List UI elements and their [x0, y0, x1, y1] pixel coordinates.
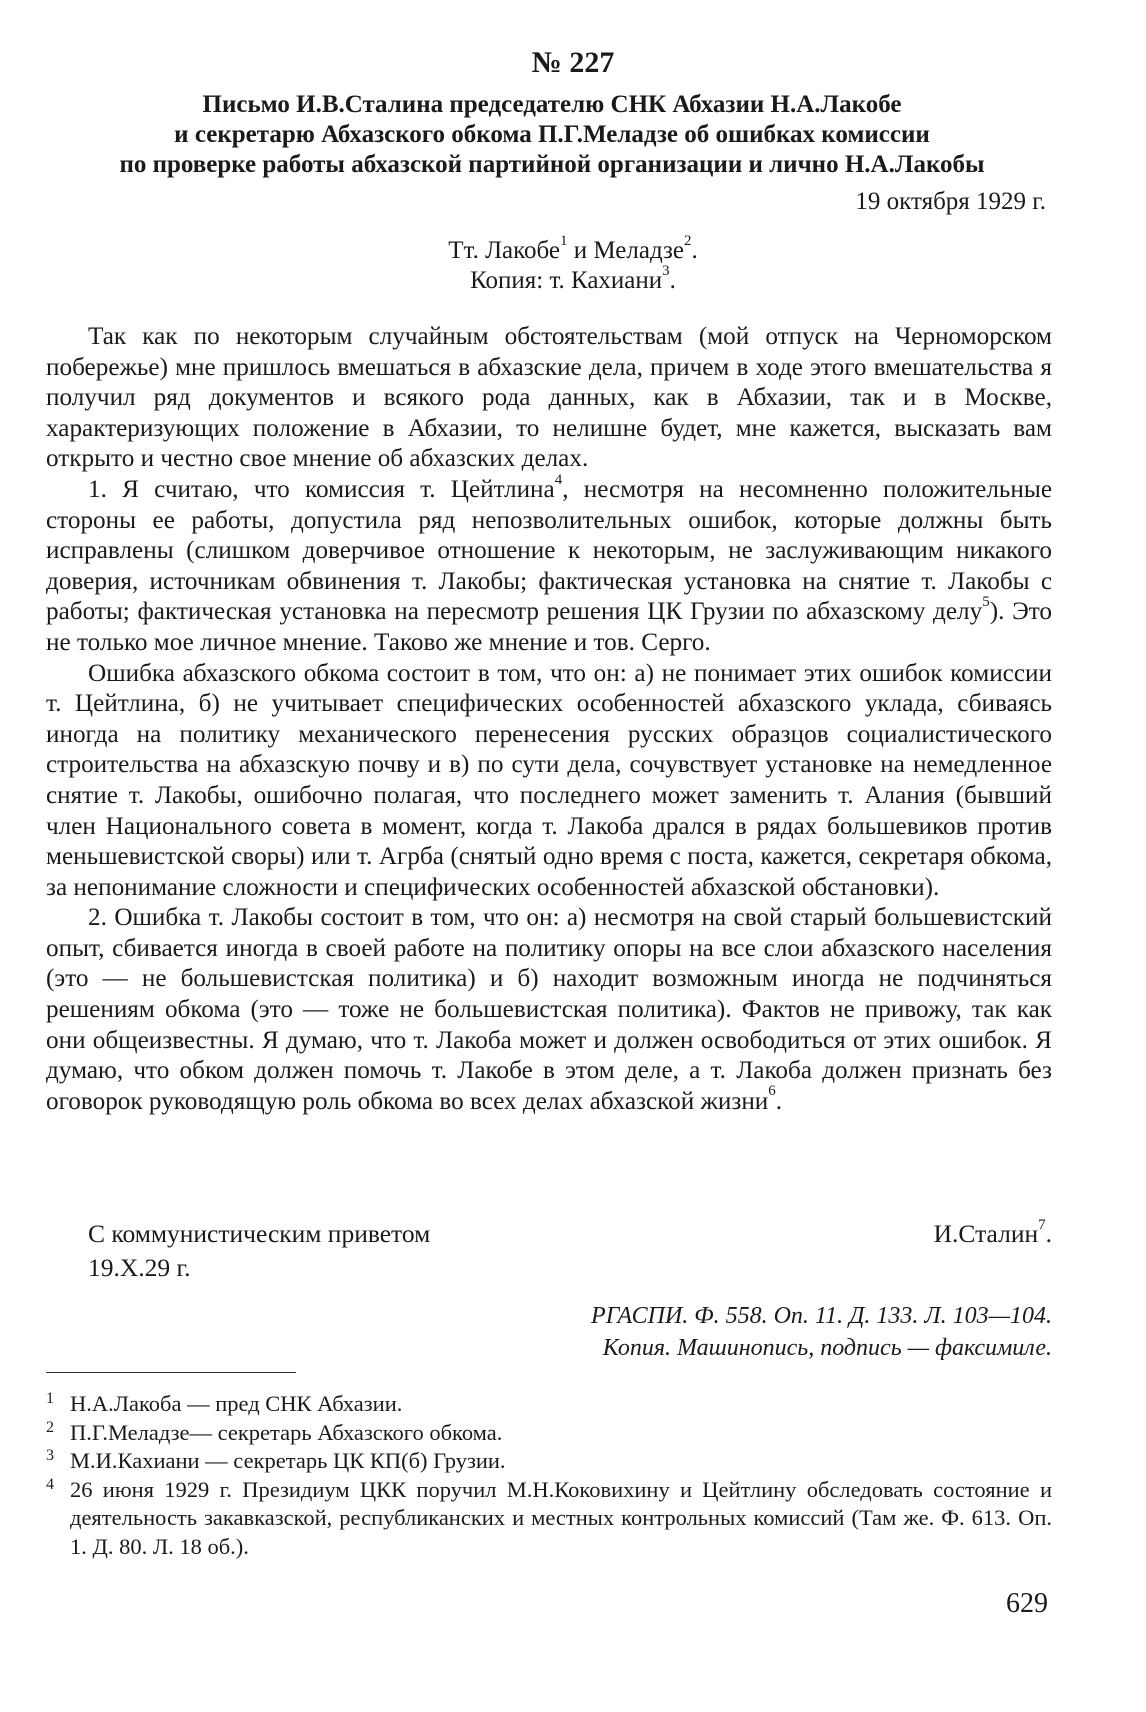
footnote-divider: [46, 1372, 296, 1373]
paragraph-text: , несмотря на несомненно положительные стороны ее работы, допустила ряд непозволительных ошибок, которые должны быть исправлены (слишком доверчивое отношение к некоторым, не заслуживающим никакого доверия, источникам обвинения т. Лакобы; фактическая установка на снятие т. Лакобы с работы; фактическая установка на пересмотр решения ЦК Грузии по абхазскому делу: [46, 475, 1052, 626]
paragraph-2: [46, 471, 1052, 659]
paragraph-text: 1. Я считаю, что комиссия т. Цейтлина: [88, 475, 555, 503]
letter-date: 19.X.29 г.: [88, 1253, 191, 1282]
document-title: [52, 90, 1052, 180]
footnote-ref: 5: [982, 593, 990, 610]
footnote-text: М.И.Кахиани — секретарь ЦК КП(б) Грузии.: [70, 1448, 506, 1473]
footnote-number: 4: [46, 1475, 54, 1493]
paragraph-1: Так как по некоторым случайным обстоятельствам (мой отпуск на Черноморском побережье) мне пришлось вмешаться в абхазские дела, причем в ходе этого вмешательства я получил ряд документов и всякого рода данных, как в Абхазии, так и в Москве, характеризующих положение в Абхазии, то нелишне будет, мне кажется, высказать вам открыто и честно свое мнение об абхазских делах.: [46, 323, 1052, 473]
punctuation: .: [691, 237, 698, 264]
footnotes: [46, 1390, 1052, 1561]
punctuation: .: [1045, 1219, 1052, 1248]
footnote: [46, 1447, 1052, 1476]
signature-text: И.Сталин: [933, 1219, 1039, 1248]
footnote-number: 3: [46, 1447, 54, 1464]
addressee-text: Тт. Лакобе: [448, 237, 561, 264]
punctuation: .: [669, 267, 676, 294]
footnote-ref: 7: [1038, 1216, 1046, 1233]
footnote-text: Н.А.Лакоба — пред СНК Абхазии.: [70, 1391, 403, 1416]
greeting: С коммунистическим приветом: [88, 1219, 431, 1248]
addressee-line: [0, 232, 1146, 266]
signoff: [46, 1218, 1052, 1284]
title-line: Письмо И.В.Сталина председателю СНК Абхазии Н.А.Лакобе: [202, 91, 902, 118]
footnote-ref: 1: [560, 232, 568, 249]
footnote-ref: 6: [768, 1083, 776, 1100]
copy-text: Копия: т. Кахиани: [470, 267, 663, 294]
paragraph-text: ). Это не только мое личное мнение. Таково же мнение и тов. Серго.: [46, 598, 1052, 656]
document-date: 19 октября 1929 г.: [855, 188, 1046, 215]
footnote-text: П.Г.Меладзе— секретарь Абхазского обкома.: [70, 1419, 503, 1445]
title-line: по проверке работы абхазской партийной организации и лично Н.А.Лакобы: [119, 151, 985, 178]
addressees: [0, 232, 1146, 296]
footnote: [46, 1476, 1052, 1562]
archive-reference: [591, 1300, 1052, 1364]
footnote: [46, 1390, 1052, 1419]
addressee-text: и Меладзе: [567, 237, 684, 264]
footnote-ref: 3: [662, 262, 670, 279]
paragraph-4: [46, 903, 1052, 1117]
punctuation: .: [775, 1087, 783, 1115]
signature: [934, 1218, 1052, 1250]
letter-body: [46, 322, 1052, 1117]
signoff-row: [46, 1218, 1052, 1250]
paragraph-text: 2. Ошибка т. Лакобы состоит в том, что он: а) несмотря на свой старый большевистский опыт, сбивается иногда в своей работе на политику опоры на все слои абхазского населения (это — не большевистская политика) и б) находит возможным иногда не подчиняться решениям обкома (это — тоже не большевистская политика). Фактов не привожу, так как они общеизвестны. Я думаю, что т. Лакоба может и должен освободиться от этих ошибок. Я думаю, что обком должен помочь т. Лакобе в этом деле, а т. Лакоба должен признать без оговорок руководящую роль обкома во всех делах абхазской жизни: [46, 904, 1052, 1115]
footnote-number: 1: [46, 1390, 54, 1407]
title-line: и секретарю Абхазского обкома П.Г.Меладзе об ошибках комиссии: [174, 121, 930, 148]
page-number: 629: [1006, 1588, 1048, 1619]
footnote-ref: 4: [554, 471, 563, 488]
footnote: [46, 1419, 1052, 1448]
copy-line: [0, 262, 1146, 296]
footnote-number: 2: [46, 1418, 54, 1436]
archive-note: Копия. Машинопись, подпись — факсимиле.: [602, 1335, 1052, 1361]
document-number: № 227: [531, 46, 615, 79]
footnote-text: 26 июня 1929 г. Президиум ЦКК поручил М.Н.Коковихину и Цейтлину обследовать состояние и деятельность закавказской, республиканских и местных контрольных комиссий (Там же. Ф. 613. Оп. 1. Д. 80. Л. 18 об.).: [70, 1476, 1052, 1559]
paragraph-3: Ошибка абхазского обкома состоит в том, что он: а) не понимает этих ошибок комиссии т. Цейтлина, б) не учитывает специфических особенностей абхазского уклада, сбиваясь иногда на политику механического перенесения русских образцов социалистического строительства на абхазскую почву и в) по сути дела, сочувствует установке на немедленное снятие т. Лакобы, ошибочно полагая, что последнего может заменить т. Алания (бывший член Национального совета в момент, когда т. Лакоба дрался в рядах большевиков против меньшевистской своры) или т. Агрба (снятый одно время с поста, кажется, секретаря обкома, за непонимание сложности и специфических особенностей абхазской обстановки).: [46, 659, 1052, 901]
archive-ref: РГАСПИ. Ф. 558. Оп. 11. Д. 133. Л. 103—104.: [591, 1303, 1052, 1329]
footnote-ref: 2: [683, 232, 692, 249]
